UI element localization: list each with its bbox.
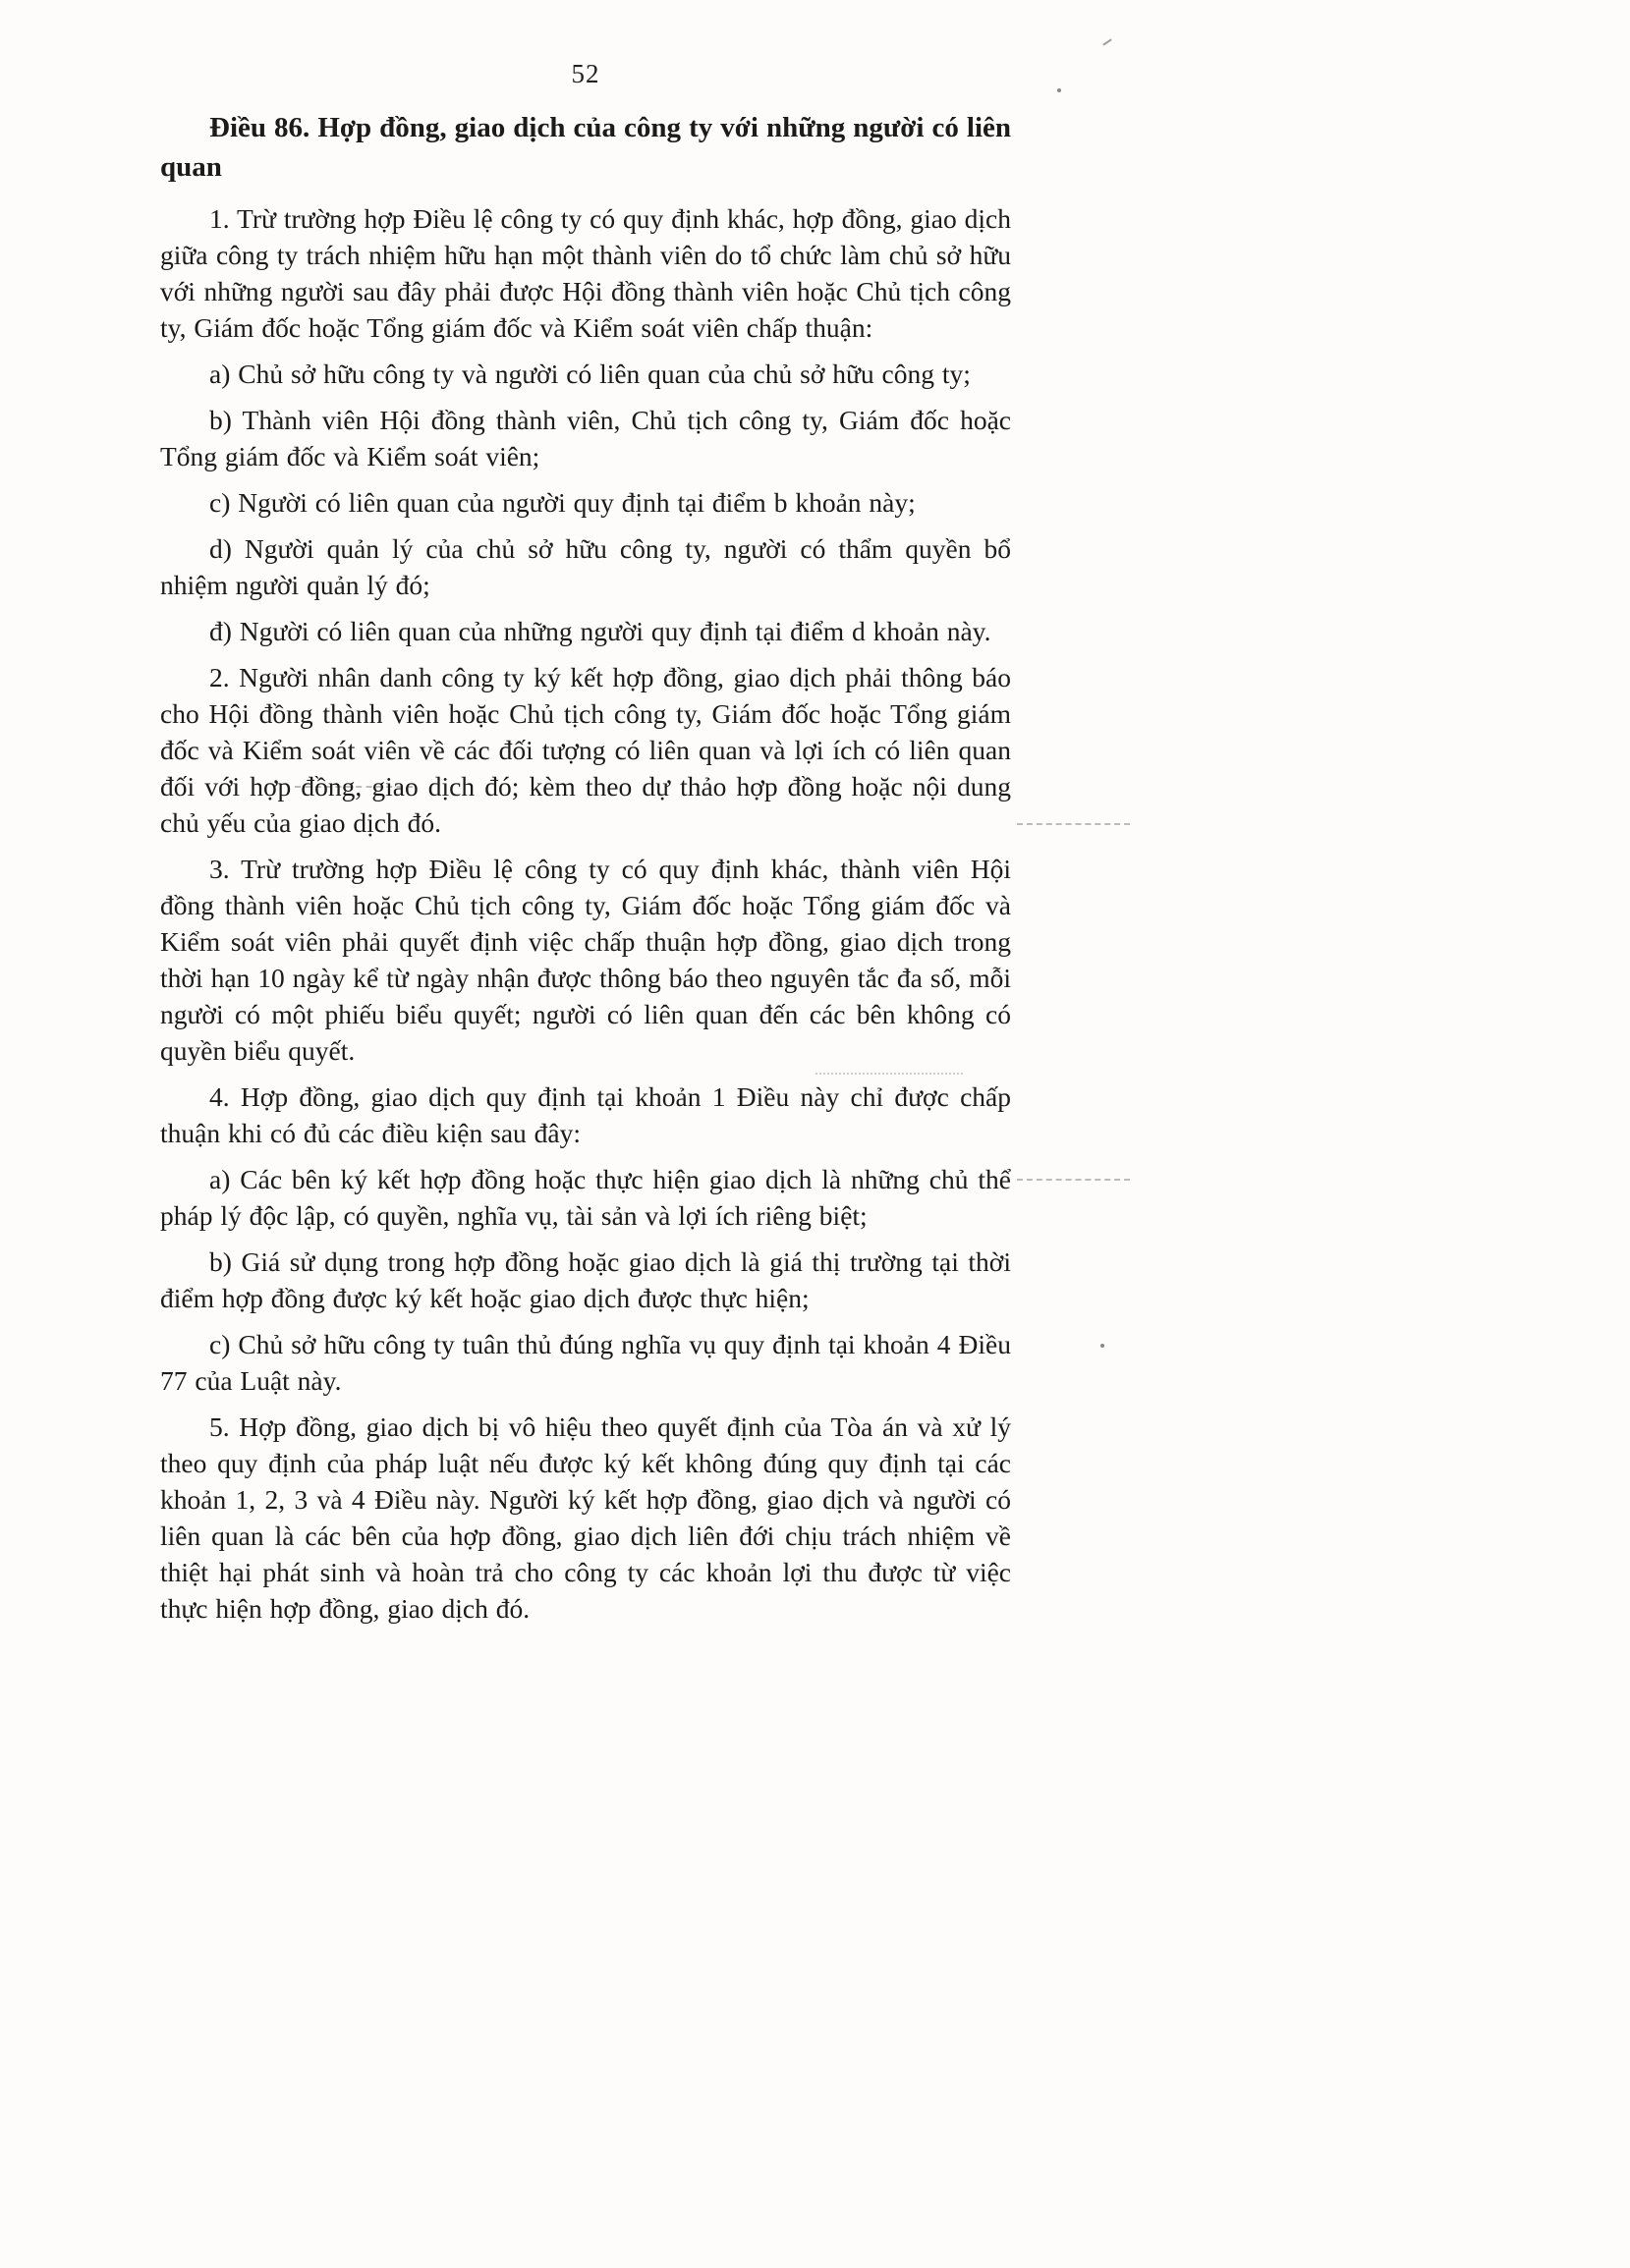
article-heading: Điều 86. Hợp đồng, giao dịch của công ty với những người có liên quan [160,112,1011,183]
paragraph: b) Thành viên Hội đồng thành viên, Chủ tịch công ty, Giám đốc hoặc Tổng giám đốc và Kiểm soát viên; [160,405,1011,471]
paragraph: b) Giá sử dụng trong hợp đồng hoặc giao dịch là giá thị trường tại thời điểm hợp đồng được ký kết hoặc giao dịch được thực hiện; [160,1246,1011,1313]
paragraph: a) Các bên ký kết hợp đồng hoặc thực hiện giao dịch là những chủ thể pháp lý độc lập, có quyền, nghĩa vụ, tài sản và lợi ích riêng biệt; [160,1164,1011,1231]
scan-artifact [1100,1344,1104,1348]
scan-artifact [1017,823,1130,825]
page-number: 52 [571,59,600,88]
paragraph: đ) Người có liên quan của những người quy định tại điểm d khoản này. [209,616,991,646]
paragraph: 2. Người nhân danh công ty ký kết hợp đồng, giao dịch phải thông báo cho Hội đồng thành viên hoặc Chủ tịch công ty, Giám đốc hoặc Tổng giám đốc và Kiểm soát viên về các đối tượng có liên quan và lợi ích có liên quan đối với hợp đồng, giao dịch đó; kèm theo dự thảo hợp đồng hoặc nội dung chủ yếu của giao dịch đó. [160,662,1011,838]
scan-artifact [1057,88,1061,92]
article-body [160,200,1011,1627]
article-content [160,108,1011,1636]
scan-artifact [1102,38,1111,45]
scan-artifact [1017,1179,1130,1181]
paragraph: c) Người có liên quan của người quy định tại điểm b khoản này; [209,487,916,518]
paragraph: d) Người quản lý của chủ sở hữu công ty, người có thẩm quyền bổ nhiệm người quản lý đó; [160,533,1011,600]
paragraph: 3. Trừ trường hợp Điều lệ công ty có quy định khác, thành viên Hội đồng thành viên hoặc Chủ tịch công ty, Giám đốc hoặc Tổng giám đốc và Kiểm soát viên phải quyết định việc chấp thuận hợp đồng, giao dịch trong thời hạn 10 ngày kể từ ngày nhận được thông báo theo nguyên tắc đa số, mỗi người có một phiếu biểu quyết; người có liên quan đến các bên không có quyền biểu quyết. [160,854,1011,1066]
paragraph: 4. Hợp đồng, giao dịch quy định tại khoản 1 Điều này chỉ được chấp thuận khi có đủ các điều kiện sau đây: [160,1081,1011,1148]
paragraph: 1. Trừ trường hợp Điều lệ công ty có quy định khác, hợp đồng, giao dịch giữa công ty trách nhiệm hữu hạn một thành viên do tổ chức làm chủ sở hữu với những người sau đây phải được Hội đồng thành viên hoặc Chủ tịch công ty, Giám đốc hoặc Tổng giám đốc và Kiểm soát viên chấp thuận: [160,203,1011,343]
paragraph: 5. Hợp đồng, giao dịch bị vô hiệu theo quyết định của Tòa án và xử lý theo quy định của pháp luật nếu được ký kết không đúng quy định tại các khoản 1, 2, 3 và 4 Điều này. Người ký kết hợp đồng, giao dịch và người có liên quan là các bên của hợp đồng, giao dịch liên đới chịu trách nhiệm về thiệt hại phát sinh và hoàn trả cho công ty các khoản lợi thu được từ việc thực hiện hợp đồng, giao dịch đó. [160,1411,1011,1624]
paragraph: c) Chủ sở hữu công ty tuân thủ đúng nghĩa vụ quy định tại khoản 4 Điều 77 của Luật này. [160,1329,1011,1396]
paragraph: a) Chủ sở hữu công ty và người có liên quan của chủ sở hữu công ty; [209,359,971,389]
